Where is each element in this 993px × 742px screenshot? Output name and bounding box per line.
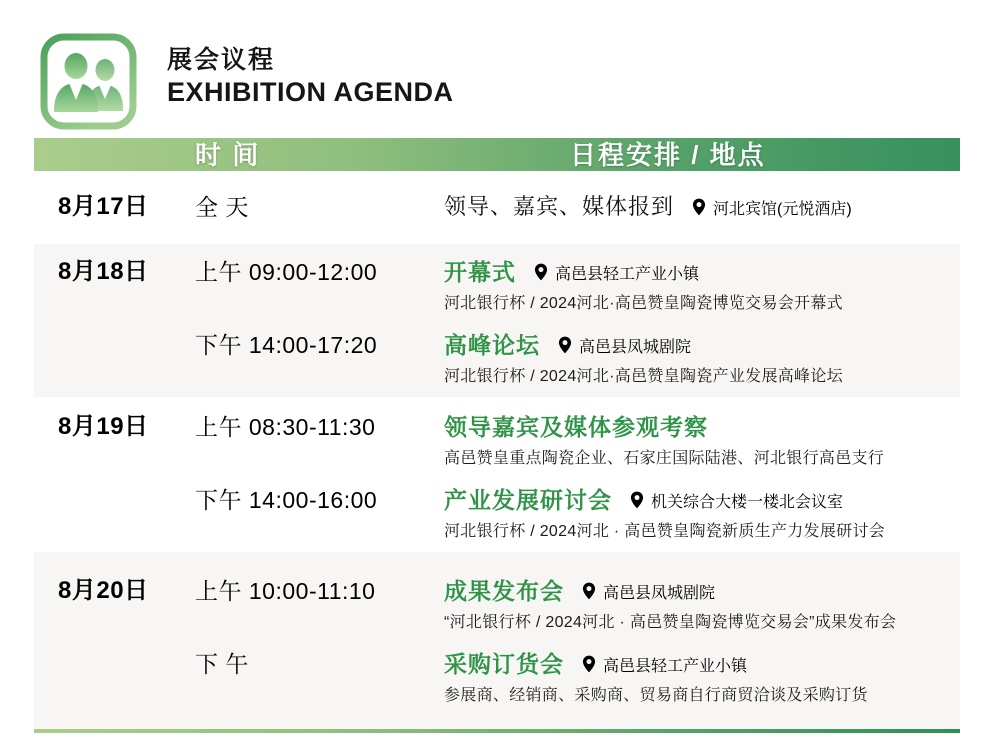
event-description: 河北银行杯 / 2024河北·高邑赞皇陶瓷博览交易会开幕式 <box>444 295 843 312</box>
footer-bar <box>34 729 960 733</box>
event-title-line <box>444 192 954 222</box>
event-title-line <box>444 330 954 360</box>
event-title: 领导嘉宾及媒体参观考察 <box>444 414 708 440</box>
event-description: 河北银行杯 / 2024河北 · 高邑赞皇陶瓷新质生产力发展研讨会 <box>444 523 886 540</box>
event-content <box>444 257 960 314</box>
event-title-line <box>444 485 954 515</box>
event-title-line <box>444 576 954 606</box>
location-pin-icon <box>630 491 644 509</box>
event-description: 高邑赞皇重点陶瓷企业、石家庄国际陆港、河北银行高邑支行 <box>444 450 885 467</box>
agenda-row <box>195 412 960 469</box>
event-time: 全 天 <box>195 194 249 220</box>
people-icon <box>40 33 137 130</box>
event-content <box>444 485 960 542</box>
event-title: 高峰论坛 <box>444 332 540 358</box>
event-content <box>444 330 960 387</box>
event-location <box>692 196 852 219</box>
date-group <box>34 397 960 552</box>
column-header-schedule: 日程安排 / 地点 <box>570 140 766 170</box>
location-pin-icon <box>534 263 548 281</box>
event-title: 领导、嘉宾、媒体报到 <box>444 194 675 219</box>
page-title-zh: 展会议程 <box>167 46 276 74</box>
event-time: 下 午 <box>195 651 249 677</box>
date-label: 8月18日 <box>58 258 149 285</box>
agenda-row <box>195 649 960 706</box>
location-pin-icon <box>582 582 596 600</box>
date-group <box>34 552 960 729</box>
event-time: 上午 08:30-11:30 <box>195 414 376 440</box>
agenda-row <box>195 192 960 222</box>
page-header <box>0 0 993 138</box>
event-list <box>195 192 960 226</box>
agenda-row <box>195 576 960 633</box>
date-group <box>34 171 960 244</box>
event-title: 产业发展研讨会 <box>444 487 612 513</box>
page-title-en: EXHIBITION AGENDA <box>167 77 454 107</box>
event-content <box>444 192 960 222</box>
table-header-bar <box>34 138 960 171</box>
event-content <box>444 576 960 633</box>
event-location-text: 高邑县轻工产业小镇 <box>555 265 700 283</box>
location-pin-icon <box>692 198 706 216</box>
date-label: 8月19日 <box>58 413 149 440</box>
event-location <box>582 580 715 603</box>
agenda-row <box>195 330 960 387</box>
event-location-text: 高邑县凤城剧院 <box>603 584 716 602</box>
event-content <box>444 412 960 469</box>
event-list <box>195 257 960 387</box>
date-group <box>34 244 960 397</box>
event-location-text: 河北宾馆(元悦酒店) <box>713 200 852 218</box>
location-pin-icon <box>558 336 572 354</box>
event-time: 下午 14:00-16:00 <box>195 487 378 513</box>
event-description: 河北银行杯 / 2024河北·高邑赞皇陶瓷产业发展高峰论坛 <box>444 368 843 385</box>
event-content <box>444 649 960 706</box>
title-block <box>167 33 454 108</box>
event-description: 参展商、经销商、采购商、贸易商自行商贸洽谈及采购订货 <box>444 687 868 704</box>
event-location <box>582 653 747 676</box>
event-title: 采购订货会 <box>444 651 564 677</box>
event-location-text: 机关综合大楼一楼北会议室 <box>651 493 844 511</box>
event-location-text: 高邑县凤城剧院 <box>579 338 692 356</box>
event-title: 开幕式 <box>444 259 516 285</box>
date-label: 8月17日 <box>58 193 149 220</box>
event-title: 成果发布会 <box>444 578 564 604</box>
event-description: “河北银行杯 / 2024河北 · 高邑赞皇陶瓷博览交易会”成果发布会 <box>444 614 897 631</box>
location-pin-icon <box>582 655 596 673</box>
event-time: 下午 14:00-17:20 <box>195 332 378 358</box>
date-label: 8月20日 <box>58 577 149 604</box>
event-title-line <box>444 412 954 442</box>
event-list <box>195 412 960 542</box>
event-time: 上午 10:00-11:10 <box>195 578 376 604</box>
agenda-row <box>195 257 960 314</box>
agenda-row <box>195 485 960 542</box>
agenda-table <box>34 171 960 729</box>
column-header-time: 时 间 <box>195 140 261 170</box>
event-title-line <box>444 649 954 679</box>
event-location <box>534 261 699 284</box>
event-list <box>195 576 960 715</box>
event-location-text: 高邑县轻工产业小镇 <box>603 657 748 675</box>
event-location <box>630 489 843 512</box>
event-time: 上午 09:00-12:00 <box>195 259 378 285</box>
event-title-line <box>444 257 954 287</box>
event-location <box>558 334 691 357</box>
